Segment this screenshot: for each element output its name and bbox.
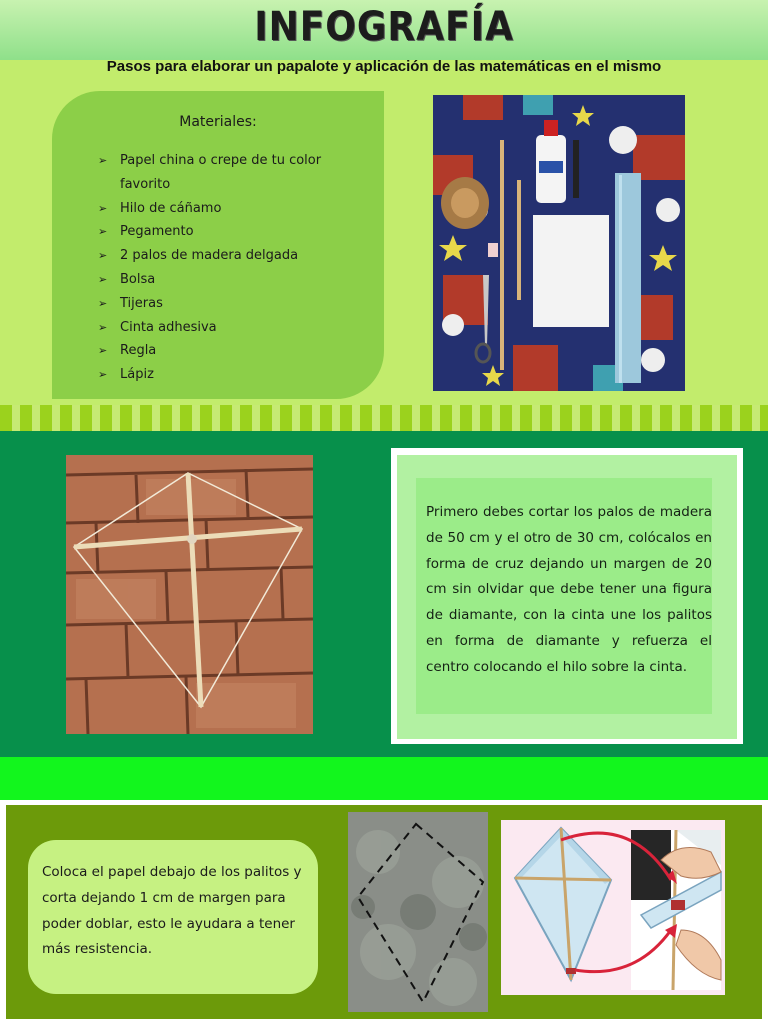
material-label: Tijeras <box>120 295 163 311</box>
arrow-bullet-icon: ➢ <box>98 249 108 263</box>
arrow-bullet-icon: ➢ <box>98 344 108 358</box>
material-label: Regla <box>120 343 157 359</box>
kite-folding-drawing <box>501 820 725 995</box>
list-item <box>98 244 368 268</box>
arrow-bullet-icon: ➢ <box>98 272 108 286</box>
list-item <box>98 197 368 221</box>
list-item <box>98 149 368 173</box>
materials-photo <box>433 95 685 391</box>
list-item <box>98 173 368 197</box>
material-label: Papel china o crepe de tu color <box>120 153 322 168</box>
materials-photo-illustration <box>433 95 685 391</box>
list-item <box>98 268 368 292</box>
paper-cut-illustration <box>348 812 488 1012</box>
kite-frame-photo <box>66 455 313 734</box>
step1-text: Primero debes cortar los palos de madera de 50 cm y el otro de 30 cm, colócalos en forma de cruz dejando un margen de 20 cm sin olvidar que debe tener una figura de diamante, con la cinta une los palitos en forma de diamante y refuerza el centro colocando el hilo sobre la cinta. <box>426 504 712 675</box>
arrow-bullet-icon: ➢ <box>98 201 108 215</box>
list-item <box>98 363 368 387</box>
material-label: Pegamento <box>120 224 194 240</box>
material-label: Bolsa <box>120 271 156 287</box>
decorative-stripe <box>0 405 768 431</box>
material-label: Hilo de cáñamo <box>120 200 222 216</box>
arrow-bullet-icon: ➢ <box>98 368 108 382</box>
arrow-bullet-icon: ➢ <box>98 296 108 310</box>
material-label: 2 palos de madera delgada <box>120 248 299 264</box>
materials-title: Materiales: <box>179 114 257 130</box>
material-label: Lápiz <box>120 367 154 383</box>
material-label: Cinta adhesiva <box>120 319 217 335</box>
materials-list <box>98 149 368 387</box>
arrow-bullet-icon: ➢ <box>98 154 108 167</box>
page-subtitle: Pasos para elaborar un papalote y aplicación de las matemáticas en el mismo <box>106 58 662 75</box>
divider-band <box>0 757 768 800</box>
material-label: favorito <box>120 176 171 192</box>
kite-frame-illustration <box>66 455 313 734</box>
materials-card <box>52 91 384 399</box>
list-item <box>98 292 368 316</box>
list-item <box>98 316 368 340</box>
arrow-bullet-icon: ➢ <box>98 320 108 334</box>
paper-cut-photo <box>348 812 488 1012</box>
arrow-bullet-icon: ➢ <box>98 225 108 239</box>
list-item <box>98 220 368 244</box>
list-item <box>98 339 368 363</box>
page-title: INFOGRAFÍA <box>254 4 514 50</box>
step2-text: Coloca el papel debajo de los palitos y corta dejando 1 cm de margen para poder doblar, esto le ayudara a tener más resistencia. <box>42 864 302 958</box>
kite-folding-illustration <box>501 820 725 995</box>
